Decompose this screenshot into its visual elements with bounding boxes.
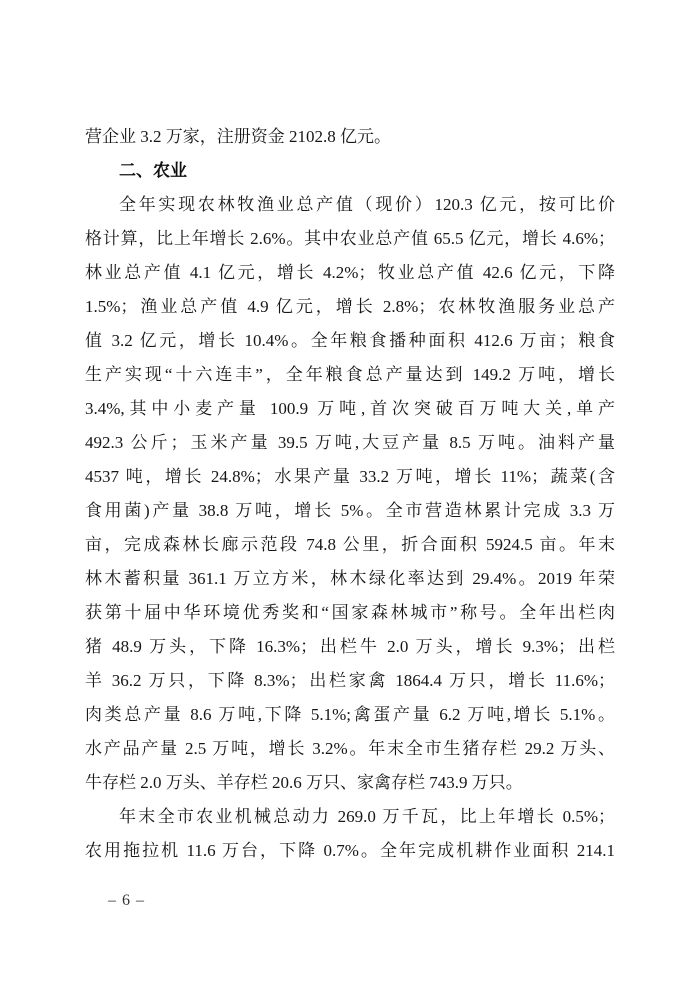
text-line: 牛存栏 2.0 万头、羊存栏 20.6 万只、家禽存栏 743.9 万只。	[85, 773, 523, 792]
text-line: 全年实现农林牧渔业总产值（现价）120.3 亿元，按可比价	[119, 195, 615, 214]
text-line: 营企业 3.2 万家，注册资金 2102.8 亿元。	[85, 127, 391, 146]
text-line: 猪 48.9 万头，下降 16.3%；出栏牛 2.0 万头，增长 9.3%；出栏	[85, 637, 615, 656]
text-line: 林业总产值 4.1 亿元，增长 4.2%；牧业总产值 42.6 亿元，下降	[85, 263, 615, 282]
text-line: 食用菌)产量 38.8 万吨，增长 5%。全市营造林累计完成 3.3 万	[85, 501, 615, 520]
text-line: 年末全市农业机械总动力 269.0 万千瓦，比上年增长 0.5%；	[119, 807, 615, 826]
text-line: 肉类总产量 8.6 万吨,下降 5.1%;禽蛋产量 6.2 万吨,增长 5.1%。	[85, 705, 615, 724]
text-line: 492.3 公斤；玉米产量 39.5 万吨,大豆产量 8.5 万吨。油料产量	[85, 433, 615, 452]
section-heading: 二、农业	[119, 161, 187, 180]
text-line: 羊 36.2 万只，下降 8.3%；出栏家禽 1864.4 万只，增长 11.6%；	[85, 671, 615, 690]
text-line: 获第十届中华环境优秀奖和“国家森林城市”称号。全年出栏肉	[85, 603, 615, 622]
text-line: 生产实现“十六连丰”，全年粮食总产量达到 149.2 万吨，增长	[85, 365, 615, 384]
text-line: 值 3.2 亿元，增长 10.4%。全年粮食播种面积 412.6 万亩；粮食	[85, 331, 615, 350]
page-number: – 6 –	[108, 892, 145, 909]
text-line: 水产品产量 2.5 万吨，增长 3.2%。年末全市生猪存栏 29.2 万头、	[85, 739, 615, 758]
text-line: 1.5%；渔业总产值 4.9 亿元，增长 2.8%；农林牧渔服务业总产	[85, 297, 615, 316]
text-line: 4537 吨，增长 24.8%；水果产量 33.2 万吨，增长 11%；蔬菜(含	[85, 467, 615, 486]
text-line: 农用拖拉机 11.6 万台，下降 0.7%。全年完成机耕作业面积 214.1	[85, 841, 615, 860]
text-line: 亩，完成森林长廊示范段 74.8 公里，折合面积 5924.5 亩。年末	[85, 535, 615, 554]
document-body	[85, 120, 615, 868]
text-line: 林木蓄积量 361.1 万立方米，林木绿化率达到 29.4%。2019 年荣	[85, 569, 615, 588]
text-line: 3.4%,其中小麦产量 100.9 万吨,首次突破百万吨大关,单产	[85, 399, 615, 418]
text-line: 格计算，比上年增长 2.6%。其中农业总产值 65.5 亿元，增长 4.6%；	[85, 229, 615, 248]
